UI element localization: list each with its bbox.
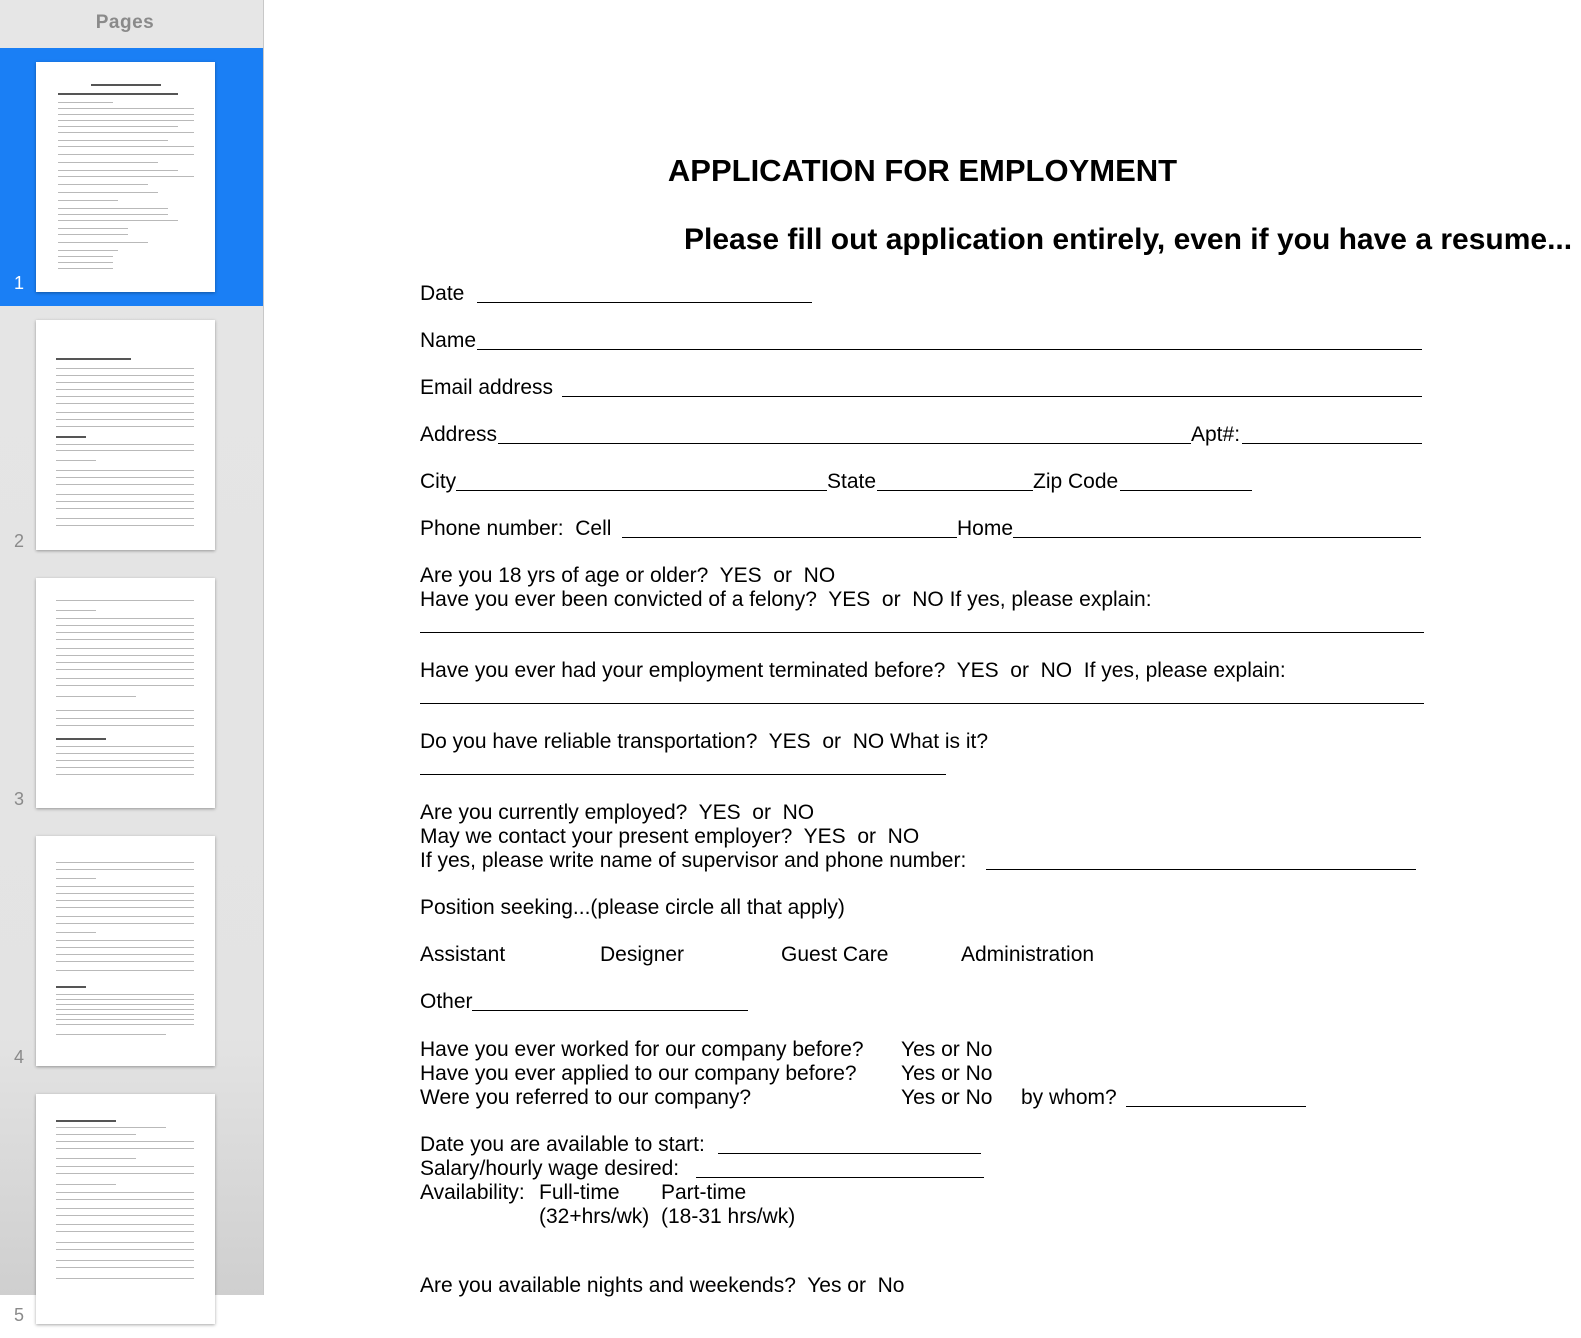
question-age: Are you 18 yrs of age or older? YES or NO [420,564,836,587]
city-field[interactable] [456,490,827,491]
page-thumbnail-image [36,62,215,292]
question-employed: Are you currently employed? YES or NO [420,801,815,824]
start-date-field[interactable] [718,1153,981,1154]
sidebar-title: Pages [95,12,155,33]
date-field[interactable] [477,302,812,303]
page-number: 1 [14,273,25,293]
by-whom-field[interactable] [1126,1106,1306,1107]
city-label: City [420,470,457,493]
question-transportation: Do you have reliable transportation? YES or NO What is it? [420,730,989,753]
page-number: 2 [14,531,25,551]
supervisor-field[interactable] [986,869,1416,870]
by-whom-label: by whom? [1021,1086,1117,1109]
zip-label: Zip Code [1033,470,1119,493]
felony-explain-field[interactable] [420,632,1424,633]
page-thumbnail-4[interactable] [0,822,263,1080]
full-time-option: Full-time [539,1181,620,1204]
full-time-hours: (32+hrs/wk) [539,1205,650,1228]
document-subtitle: Please fill out application entirely, even if you have a resume... [684,223,1573,256]
cell-field[interactable] [622,537,957,538]
page-thumbnail-image [36,578,215,808]
page-thumbnail-3[interactable] [0,564,263,822]
state-label: State [827,470,877,493]
position-assistant: Assistant [420,943,506,966]
part-time-hours: (18-31 hrs/wk) [661,1205,796,1228]
page-thumbnail-1[interactable] [0,48,263,306]
question-felony: Have you ever been convicted of a felony? YES or NO If yes, please explain: [420,588,1152,611]
question-referred: Were you referred to our company? [420,1086,752,1109]
apt-label: Apt#: [1191,423,1241,446]
page-thumbnail-5[interactable] [0,1080,263,1338]
transportation-field[interactable] [420,774,946,775]
position-guest-care: Guest Care [781,943,889,966]
other-label: Other [420,990,473,1013]
home-label: Home [957,517,1014,540]
question-applied: Have you ever applied to our company before? [420,1062,857,1085]
part-time-option: Part-time [661,1181,747,1204]
page-thumbnail-image [36,320,215,550]
page-number: 3 [14,789,25,809]
start-date-label: Date you are available to start: [420,1133,705,1156]
address-label: Address [420,423,498,446]
date-label: Date [420,282,465,305]
home-field[interactable] [1013,537,1421,538]
email-label: Email address [420,376,554,399]
question-worked: Have you ever worked for our company before? [420,1038,864,1061]
other-field[interactable] [472,1010,748,1011]
page-thumbnail-image [36,836,215,1066]
question-nights-weekends: Are you available nights and weekends? Yes or No [420,1274,905,1297]
referred-yes-no: Yes or No [901,1086,993,1109]
document-title: APPLICATION FOR EMPLOYMENT [667,153,1178,188]
name-field[interactable] [477,349,1422,350]
page-number: 4 [14,1047,25,1067]
pages-sidebar [0,0,264,1325]
question-terminated: Have you ever had your employment terminated before? YES or NO If yes, please explain: [420,659,1286,682]
availability-label: Availability: [420,1181,525,1204]
state-field[interactable] [877,490,1033,491]
salary-label: Salary/hourly wage desired: [420,1157,680,1180]
position-label: Position seeking...(please circle all that apply) [420,896,845,919]
salary-field[interactable] [696,1177,984,1178]
position-designer: Designer [600,943,685,966]
phone-label: Phone number: Cell [420,517,612,540]
page-thumbnail-2[interactable] [0,306,263,564]
zip-field[interactable] [1120,490,1252,491]
apt-field[interactable] [1242,443,1422,444]
page-thumbnail-image [36,1094,215,1324]
question-supervisor: If yes, please write name of supervisor and phone number: [420,849,967,872]
page-number: 5 [14,1305,25,1325]
applied-yes-no: Yes or No [901,1062,993,1085]
terminated-explain-field[interactable] [420,703,1424,704]
address-field[interactable] [498,443,1191,444]
name-label: Name [420,329,477,352]
worked-yes-no: Yes or No [901,1038,993,1061]
question-contact: May we contact your present employer? YES or NO [420,825,920,848]
email-field[interactable] [562,396,1422,397]
position-administration: Administration [961,943,1095,966]
